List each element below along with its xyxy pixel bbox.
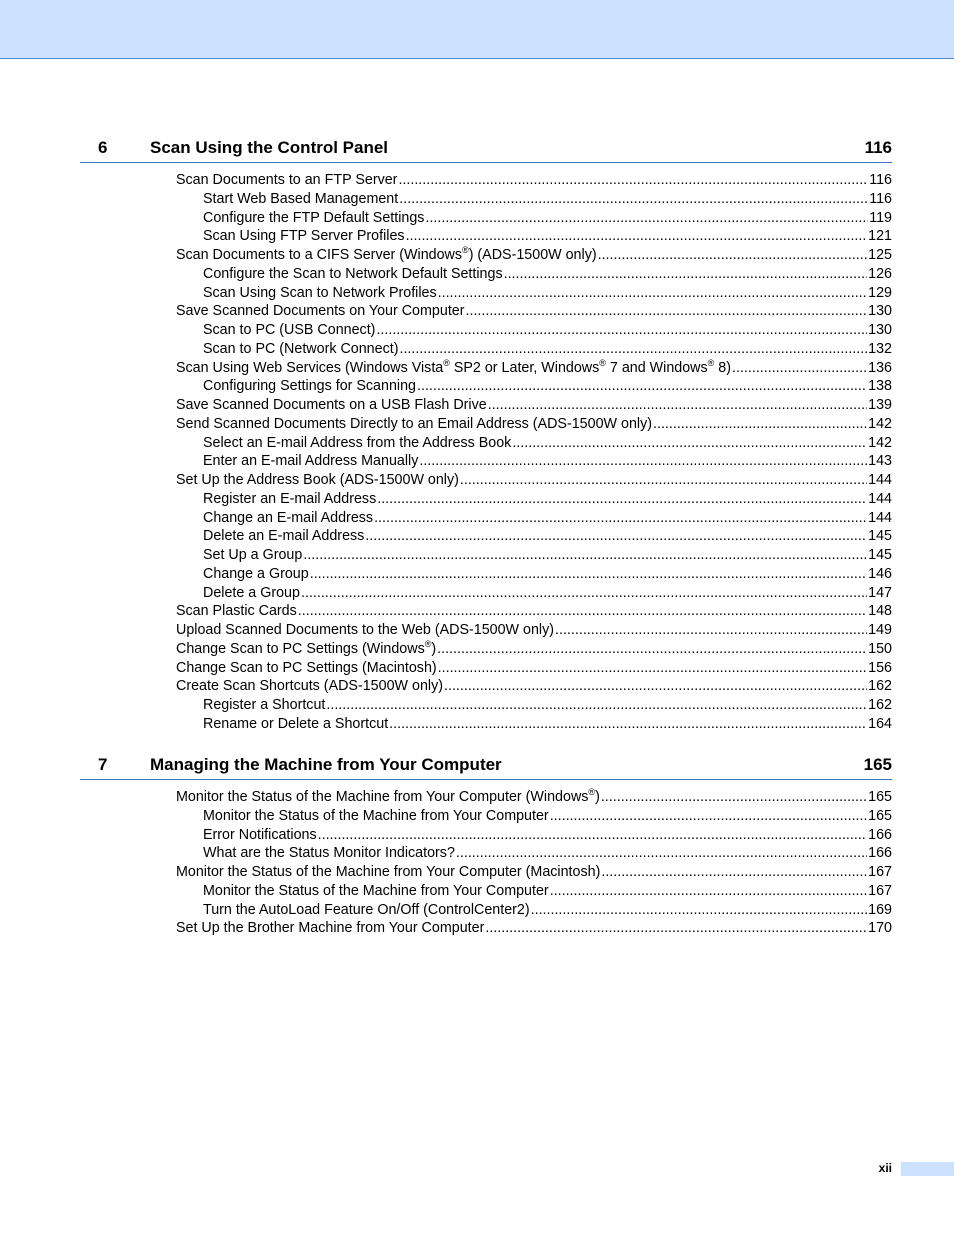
toc-entry[interactable]: [203, 807, 892, 825]
toc-entry-page: 167: [868, 882, 892, 899]
chapter-title: Managing the Machine from Your Computer: [150, 755, 502, 774]
toc-entry-text-part: Monitor the Status of the Machine from Your Computer: [203, 807, 549, 824]
toc-entry-text: [203, 190, 398, 208]
registered-mark: ®: [588, 787, 596, 797]
toc-entry-text-part: Scan Using FTP Server Profiles: [203, 228, 405, 245]
toc-entry-text-part: Configure the Scan to Network Default Settings: [203, 265, 503, 282]
toc-entry[interactable]: [203, 565, 892, 583]
chapter-title: Scan Using the Control Panel: [150, 138, 389, 157]
dot-leader: [318, 826, 868, 844]
toc-entry-text-part: Register an E-mail Address: [203, 490, 377, 507]
toc-entry-text: [203, 509, 373, 527]
dot-leader: [504, 265, 868, 283]
toc-entry-page: 147: [868, 584, 892, 601]
chapter-page[interactable]: 165: [863, 755, 892, 774]
toc-entry-text: [176, 602, 297, 620]
toc-entry-page: 144: [868, 472, 892, 488]
toc-entry-text-part: Scan Documents to an FTP Server: [176, 172, 398, 188]
toc-entry-page: 156: [868, 659, 892, 676]
toc-entry-text: [203, 565, 309, 583]
toc-entry-page: 166: [868, 845, 892, 862]
toc-entry-text: [203, 584, 300, 602]
toc-entry[interactable]: [203, 321, 892, 339]
toc-entry-page: 129: [868, 284, 892, 301]
chapter-page[interactable]: 116: [864, 138, 892, 157]
toc-entry[interactable]: [203, 227, 892, 245]
toc-entry-page: 116: [869, 172, 892, 188]
toc-entry-text: [176, 396, 487, 414]
toc-entry-text: [203, 844, 455, 862]
dot-leader: [512, 434, 867, 452]
toc-entry[interactable]: [203, 901, 892, 919]
toc-entry-text-part: Enter an E-mail Address Manually: [203, 453, 419, 470]
toc-entry-page: 166: [868, 826, 892, 843]
toc-entry-page: 132: [868, 340, 892, 357]
chapter-heading: [80, 753, 892, 780]
toc-entry[interactable]: [203, 340, 892, 358]
dot-leader: [488, 396, 867, 414]
toc-entry-page: 162: [868, 697, 892, 713]
toc-entry-page: 148: [868, 603, 892, 620]
toc-entry-text-part: ) (ADS-1500W only): [468, 247, 597, 263]
dot-leader: [460, 471, 867, 489]
toc-entry-text: [176, 471, 459, 489]
toc-entry[interactable]: [203, 284, 892, 302]
toc-entry-text: [176, 640, 436, 658]
toc-entry-page: 130: [868, 322, 892, 338]
toc-entry-text-part: SP2 or Later, Windows: [449, 359, 600, 376]
toc-entry[interactable]: [203, 190, 892, 208]
dot-leader: [531, 901, 868, 919]
toc-entry-text-part: Save Scanned Documents on Your Computer: [176, 303, 465, 320]
toc-entry-text-part: 7 and Windows: [605, 359, 708, 376]
dot-leader: [456, 844, 867, 862]
toc-entry-text-part: Scan Plastic Cards: [176, 603, 297, 620]
header-band: [0, 0, 954, 59]
toc-entry-page: 116: [869, 190, 892, 207]
toc-entry[interactable]: [176, 788, 892, 806]
dot-leader: [419, 452, 867, 470]
toc-entry-text: [176, 919, 484, 937]
toc-entry-page: 145: [868, 528, 892, 545]
dot-leader: [598, 246, 868, 264]
toc-entry-page: 169: [868, 901, 892, 918]
dot-leader: [298, 602, 867, 620]
toc-entry-text: [176, 863, 600, 881]
toc-entry-page: 136: [868, 359, 892, 376]
dot-leader: [301, 584, 867, 602]
dot-leader: [326, 696, 867, 714]
toc-entry-page: 167: [868, 864, 892, 880]
toc-entry-page: 162: [868, 678, 892, 695]
registered-mark: ®: [462, 245, 469, 255]
toc-entry[interactable]: [203, 434, 892, 452]
toc-entry[interactable]: [176, 359, 892, 377]
toc-entry-text: [176, 415, 652, 433]
toc-entry-text-part: Delete an E-mail Address: [203, 528, 365, 545]
dot-leader: [601, 788, 867, 806]
toc-entry[interactable]: [203, 209, 892, 227]
toc-entry-page: 144: [868, 509, 892, 526]
toc-entry-text: [203, 807, 549, 825]
toc-entry-page: 165: [868, 789, 892, 805]
toc-entry-text: [176, 659, 437, 677]
dot-leader: [398, 171, 868, 189]
registered-mark: ®: [443, 357, 450, 368]
toc-entry-text-part: Register a Shortcut: [203, 697, 326, 713]
toc-entry[interactable]: [176, 919, 892, 937]
toc-entry-text-part: Monitor the Status of the Machine from Your Computer (Windows: [176, 789, 589, 805]
chapter-number: 7: [98, 755, 108, 774]
toc-entry-text: [203, 490, 376, 508]
toc-entry[interactable]: [203, 265, 892, 283]
dot-leader: [376, 321, 867, 339]
toc-entry[interactable]: [203, 882, 892, 900]
page-tab: [901, 1162, 954, 1176]
dot-leader: [399, 190, 868, 208]
toc-entry-page: 144: [868, 490, 892, 507]
toc-entry-text-part: Monitor the Status of the Machine from Your Computer (Macintosh): [176, 864, 601, 880]
dot-leader: [550, 807, 867, 825]
dot-leader: [601, 863, 867, 881]
toc-entry-text-part: Delete a Group: [203, 584, 300, 601]
toc-entry-text: [203, 715, 388, 733]
toc-entry-text-part: Scan Using Scan to Network Profiles: [203, 284, 437, 301]
toc-entry-text: [176, 246, 597, 264]
toc-entry[interactable]: [203, 509, 892, 527]
toc-entry-text-part: Save Scanned Documents on a USB Flash Drive: [176, 397, 487, 413]
toc-entry-text: [176, 359, 731, 377]
toc-entry[interactable]: [176, 415, 892, 433]
toc-entry-page: 164: [868, 715, 892, 732]
toc-entry[interactable]: [176, 471, 892, 489]
toc-entry[interactable]: [176, 863, 892, 881]
dot-leader: [374, 509, 867, 527]
toc-entry-text-part: Change Scan to PC Settings (Macintosh): [176, 659, 437, 676]
toc-entry-page: 142: [868, 434, 892, 451]
toc-entry-page: 138: [868, 378, 892, 395]
dot-leader: [399, 340, 867, 358]
dot-leader: [466, 302, 868, 320]
toc-entry-text: [203, 209, 424, 227]
toc-entry-text-part: Create Scan Shortcuts (ADS-1500W only): [176, 678, 443, 695]
toc-entry-page: 150: [868, 640, 892, 657]
toc-entry-text: [203, 284, 437, 302]
toc-entry-text: [203, 377, 416, 395]
registered-mark: ®: [424, 638, 432, 649]
toc-entry-text: [203, 434, 511, 452]
dot-leader: [303, 546, 867, 564]
toc-entry-text-part: Set Up the Brother Machine from Your Computer: [176, 920, 485, 937]
dot-leader: [438, 284, 868, 302]
registered-mark: ®: [707, 357, 715, 368]
toc-entry[interactable]: [203, 584, 892, 602]
toc-entry-text-part: Select an E-mail Address from the Address Book: [203, 434, 512, 451]
toc-entry-text-part: Monitor the Status of the Machine from Your Computer: [203, 882, 549, 899]
toc-entry-page: 145: [868, 547, 892, 563]
toc-entry-page: 165: [868, 807, 892, 824]
toc-entry-text: [176, 171, 397, 189]
toc-entry-text-part: Set Up the Address Book (ADS-1500W only): [176, 472, 459, 488]
toc-entry-text-part: ): [431, 640, 437, 657]
chapter-heading: [80, 136, 892, 163]
toc-entry-text-part: What are the Status Monitor Indicators?: [203, 845, 455, 862]
toc-entry-text: [176, 677, 443, 695]
toc-entry[interactable]: [176, 602, 892, 620]
toc-entry[interactable]: [176, 396, 892, 414]
toc-entry[interactable]: [203, 377, 892, 395]
toc-entry-text-part: Configuring Settings for Scanning: [203, 378, 416, 395]
toc-entry-text-part: 8): [714, 359, 731, 376]
page-number: xii: [878, 1161, 892, 1175]
dot-leader: [550, 882, 867, 900]
dot-leader: [406, 227, 868, 245]
toc-entry-text-part: Change a Group: [203, 565, 309, 582]
toc-entry[interactable]: [203, 452, 892, 470]
toc-entry-text-part: Configure the FTP Default Settings: [203, 209, 425, 226]
toc-entry-page: 143: [868, 453, 892, 470]
toc-entry-text: [176, 788, 600, 806]
toc-entry-page: 119: [869, 209, 892, 226]
toc-entry-text: [203, 901, 530, 919]
toc-entry-text-part: Scan Using Web Services (Windows Vista: [176, 359, 444, 376]
dot-leader: [377, 490, 867, 508]
dot-leader: [555, 621, 867, 639]
toc-entry-page: 170: [868, 920, 892, 937]
toc-entry-text-part: Scan to PC (USB Connect): [203, 322, 376, 338]
dot-leader: [438, 659, 867, 677]
toc-entry-text-part: Change Scan to PC Settings (Windows: [176, 640, 425, 657]
toc-entry[interactable]: [203, 527, 892, 545]
toc-entry-text: [203, 826, 317, 844]
toc-entry[interactable]: [176, 677, 892, 695]
dot-leader: [417, 377, 867, 395]
toc-entry-text-part: Scan to PC (Network Connect): [203, 340, 399, 357]
toc-entry-text: [203, 321, 375, 339]
toc-entry-page: 121: [868, 228, 892, 245]
toc-entry-page: 126: [868, 265, 892, 282]
dot-leader: [425, 209, 868, 227]
toc-entry-text-part: Scan Documents to a CIFS Server (Windows: [176, 247, 463, 263]
toc-entry[interactable]: [176, 246, 892, 264]
toc-entry-text-part: ): [595, 789, 600, 805]
toc-entry-text: [203, 452, 418, 470]
toc-entry-text: [203, 882, 549, 900]
toc-entry[interactable]: [203, 826, 892, 844]
toc-entry-page: 142: [868, 415, 892, 432]
toc-entry-page: 146: [868, 565, 892, 582]
toc-entry-text: [203, 696, 325, 714]
registered-mark: ®: [599, 357, 606, 368]
toc-entry[interactable]: [203, 696, 892, 714]
toc-entry-page: 149: [868, 622, 892, 638]
toc-entry-page: 125: [868, 247, 892, 263]
toc-entry-text-part: Start Web Based Management: [203, 190, 399, 207]
toc-entry-text: [176, 621, 554, 639]
toc-entry-text: [176, 302, 465, 320]
toc-entry-text-part: Turn the AutoLoad Feature On/Off (ControlCenter2): [203, 901, 530, 918]
dot-leader: [365, 527, 867, 545]
dot-leader: [653, 415, 867, 433]
dot-leader: [389, 715, 867, 733]
toc-entry-text: [203, 340, 398, 358]
chapter-number: 6: [98, 138, 108, 157]
toc-entry[interactable]: [203, 715, 892, 733]
toc-entry-text-part: Error Notifications: [203, 826, 317, 843]
toc-entry[interactable]: [203, 546, 892, 564]
dot-leader: [485, 919, 867, 937]
toc-entry-text: [203, 527, 364, 545]
toc-entry[interactable]: [176, 302, 892, 320]
toc-entry-text: [203, 227, 405, 245]
toc-entry-text-part: Set Up a Group: [203, 547, 303, 563]
toc-entry[interactable]: [176, 640, 892, 658]
toc-entry[interactable]: [176, 171, 892, 189]
toc-entry[interactable]: [176, 621, 892, 639]
dot-leader: [444, 677, 867, 695]
toc-entry-text-part: Upload Scanned Documents to the Web (ADS-1500W only): [176, 622, 555, 638]
toc-entry-page: 139: [868, 397, 892, 413]
toc-entry-page: 130: [868, 303, 892, 320]
toc-entry-text-part: Send Scanned Documents Directly to an Email Address (ADS-1500W only): [176, 415, 652, 432]
toc-entry-text: [203, 546, 302, 564]
dot-leader: [310, 565, 867, 583]
toc-entry[interactable]: [203, 844, 892, 862]
dot-leader: [437, 640, 867, 658]
toc-entry[interactable]: [176, 659, 892, 677]
toc-entry-text: [203, 265, 503, 283]
dot-leader: [732, 359, 867, 377]
toc-entry[interactable]: [203, 490, 892, 508]
toc-entry-text-part: Rename or Delete a Shortcut: [203, 715, 389, 732]
toc-entry-text-part: Change an E-mail Address: [203, 509, 374, 526]
